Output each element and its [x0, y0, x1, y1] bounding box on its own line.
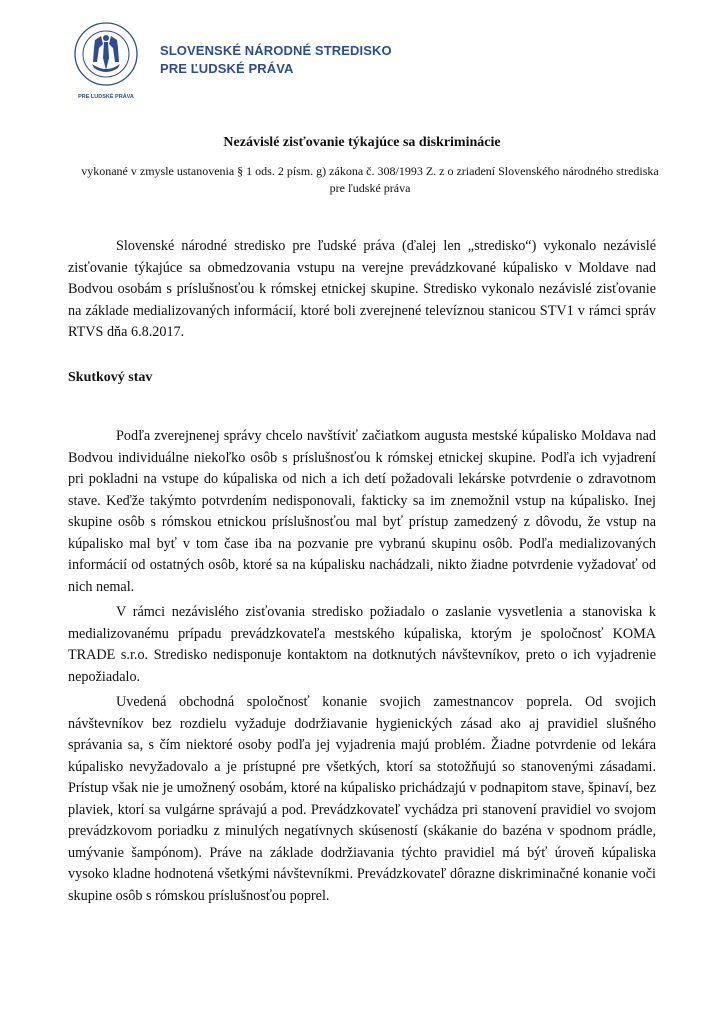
organization-logo [64, 18, 148, 102]
svg-text:PRE ĽUDSKÉ PRÁVA: PRE ĽUDSKÉ PRÁVA [78, 94, 134, 100]
body-paragraph: Uvedená obchodná spoločnosť konanie svojich zamestnancov poprela. Od svojich návštevníkov bez rozdielu vyžaduje dodržiavanie hygienických zásad ako aj pravidiel slušného správania sa, s čím niektoré osoby podľa jej vyjadrenia majú problém. Žiadne potvrdenie od lekára kúpalisko nevyžadovalo a je prístupné pre všetkých, ktorí sa stotožňujú so stanovenými zásadami. Prístup však nie je umožnený osobám, ktoré na kúpalisko prichádzajú v podnapitom stave, špinaví, bez plaviek, ktorí sa vulgárne správajú a pod. Prevádzkovateľ vychádza pri stanovení pravidiel vo svojom prevádzkovom poriadku z minulých negatívnych skúseností (skákanie do bazéna v spodnom prádle, umývanie šampónom). Práve na základe dodržiavania týchto pravidiel má býť úroveň kúpaliska vysoko kladne hodnotená všetkými návštevníkmi. Prevádzkovateľ dôrazne diskriminačné konanie voči skupine osôb s rómskou príslušnosťou poprel. [68, 694, 656, 904]
organization-name-line1: SLOVENSKÉ NÁRODNÉ STREDISKO [160, 43, 392, 58]
body-paragraph: Podľa zverejnenej správy chcelo navštíviť začiatkom augusta mestské kúpalisko Moldava nad Bodvou individuálne niekoľko osôb s príslušnosťou k rómskej etnickej skupine. Podľa ich vyjadrení pri pokladni na vstupe do kúpaliska od nich a ich detí požadovali lekárske potvrdenie o zdravotnom stave. Keďže takýmto potvrdením nedisponovali, fakticky sa im znemožnil vstup na kúpalisko. Inej skupine osôb s rómskou etnickou príslušnosťou mal byť prístup zamedzený z dôvodu, že vstup na kúpalisko mal byť v tom čase iba na pozvanie pre vybranú skupinu osôb. Podľa medializovaných informácií od ostatných osôb, ktoré sa na kúpalisku nachádzali, nikto žiadne potvrdenie vyžadovať od nich nemal. [68, 428, 656, 595]
section-heading: Skutkový stav [68, 370, 153, 385]
organization-name-line2: PRE ĽUDSKÉ PRÁVA [160, 61, 294, 76]
organization-name [160, 42, 392, 78]
document-subtitle: vykonané v zmysle ustanovenia § 1 ods. 2 písm. g) zákona č. 308/1993 Z. z o zriadení Slovenského národného strediska pre ľudské práva [81, 164, 659, 195]
body-paragraph: V rámci nezávislého zisťovania stredisko požiadalo o zaslanie vysvetlenia a stanoviska k medializovanému prípadu prevádzkovateľa mestského kúpaliska, ktorým je spoločnosť KOMA TRADE s.r.o. Stredisko nedisponuje kontaktom na dotknutých návštevníkov, preto o ich vyjadrenie nepožiadalo. [68, 604, 656, 685]
intro-paragraph: Slovenské národné stredisko pre ľudské práva (ďalej len „stredisko“) vykonalo nezávislé zisťovanie týkajúce sa obmedzovania vstupu na verejne prevádzkované kúpalisko v Moldave nad Bodvou osobám s príslušnosťou k rómskej etnickej skupine. Stredisko vykonalo nezávislé zisťovanie na základe medializovaných informácií, ktoré boli zverejnené televíznou stanicou STV1 v rámci správ RTVS dňa 6.8.2017. [68, 238, 656, 340]
letterhead [64, 18, 464, 106]
document-title: Nezávislé zisťovanie týkajúce sa diskriminácie [223, 135, 501, 150]
